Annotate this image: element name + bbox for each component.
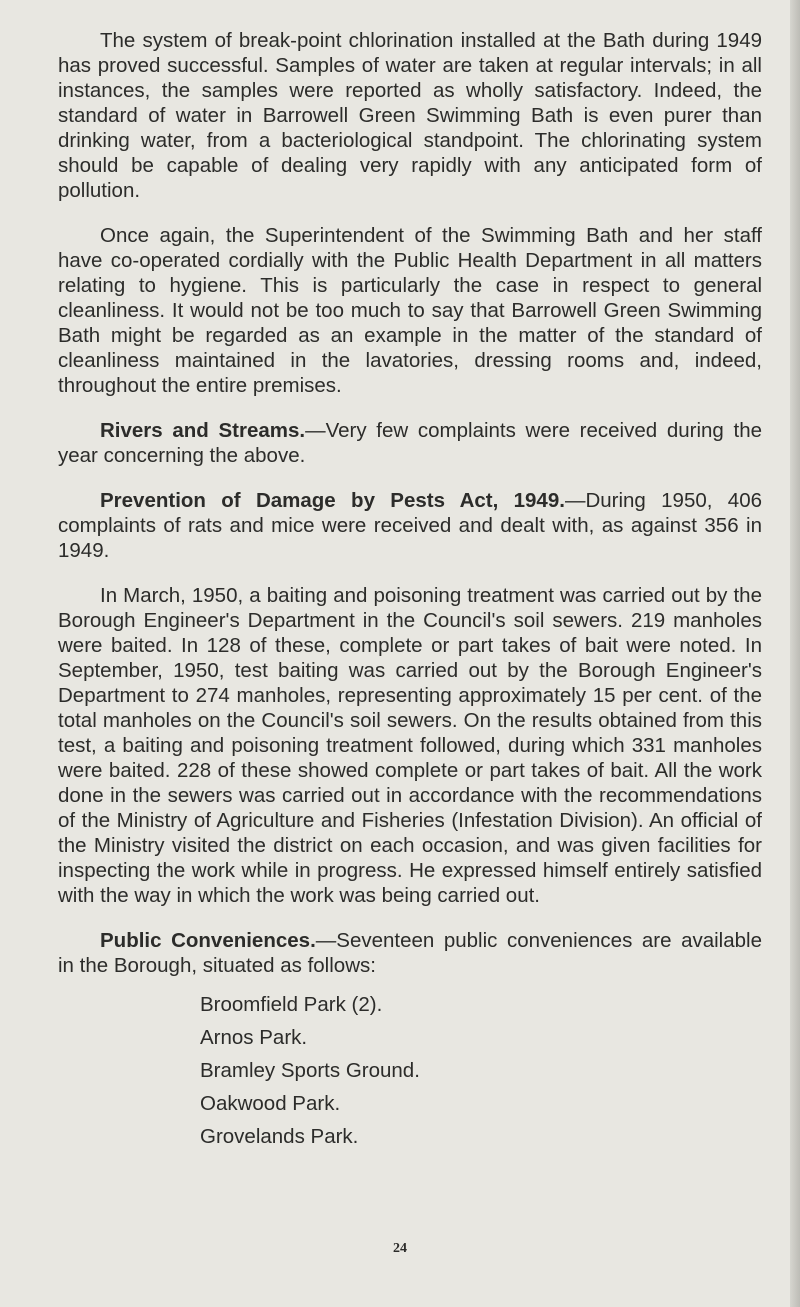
rivers-heading: Rivers and Streams.: [100, 419, 306, 442]
page-edge-shadow: [790, 0, 800, 1307]
list-item: Broomfield Park (2).: [200, 993, 383, 1016]
pests-text: —During 1950, 406 complaints of rats and mice were received and dealt with, as against 356 in 1949.: [58, 489, 762, 562]
body-text: [58, 28, 762, 1157]
list-item: Arnos Park.: [200, 1026, 308, 1049]
conveniences-heading: Public Conveniences.: [100, 929, 316, 952]
pests-heading: Prevention of Damage by Pests Act, 1949.: [100, 489, 565, 512]
paragraph-hygiene: Once again, the Superintendent of the Swimming Bath and her staff have co-operated cordially with the Public Health Department in all matters relating to hygiene. This is particularly the case in respect to general cleanliness. It would not be too much to say that Barrowell Green Swimming Bath might be regarded as an example in the matter of the standard of cleanliness maintained in the lavatories, dressing rooms and, indeed, throughout the entire premises.: [58, 224, 762, 397]
paragraph-baiting: In March, 1950, a baiting and poisoning treatment was carried out by the Borough Engineer's Department in the Council's soil sewers. 219 manholes were baited. In 128 of these, complete or part takes of bait were noted. In September, 1950, test baiting was carried out by the Borough Engineer's Department to 274 manholes, representing approximately 15 per cent. of the total manholes on the Council's soil sewers. On the results obtained from this test, a baiting and poisoning treatment followed, during which 331 manholes were baited. 228 of these showed complete or part takes of bait. All the work done in the sewers was carried out in accordance with the recommendations of the Ministry of Agriculture and Fisheries (Infestation Division). An official of the Ministry visited the district on each occasion, and was given facilities for inspecting the work while in progress. He expressed himself entirely satisfied with the way in which the work was being carried out.: [58, 584, 762, 907]
list-item: Oakwood Park.: [200, 1092, 341, 1115]
paragraph-rivers: [58, 418, 762, 468]
paragraph-chlorination: The system of break-point chlorination installed at the Bath during 1949 has proved successful. Samples of water are taken at regular intervals; in all instances, the samples were reported as wholly satisfactory. Indeed, the standard of water in Barrowell Green Swimming Bath is even purer than drinking water, from a bacteriological standpoint. The chlorinating system should be capable of dealing very rapidly with any anticipated form of pollution.: [58, 29, 762, 202]
page-number: 24: [393, 1241, 407, 1256]
conveniences-list: [58, 992, 762, 1157]
paragraph-pests: [58, 488, 762, 563]
rivers-text: —Very few complaints were received during the year concerning the above.: [58, 419, 763, 467]
list-item: Bramley Sports Ground.: [200, 1059, 420, 1082]
conveniences-text: —Seventeen public conveniences are available in the Borough, situated as follows:: [58, 929, 762, 977]
list-item: Grovelands Park.: [200, 1125, 359, 1148]
paragraph-conveniences: [58, 928, 762, 978]
